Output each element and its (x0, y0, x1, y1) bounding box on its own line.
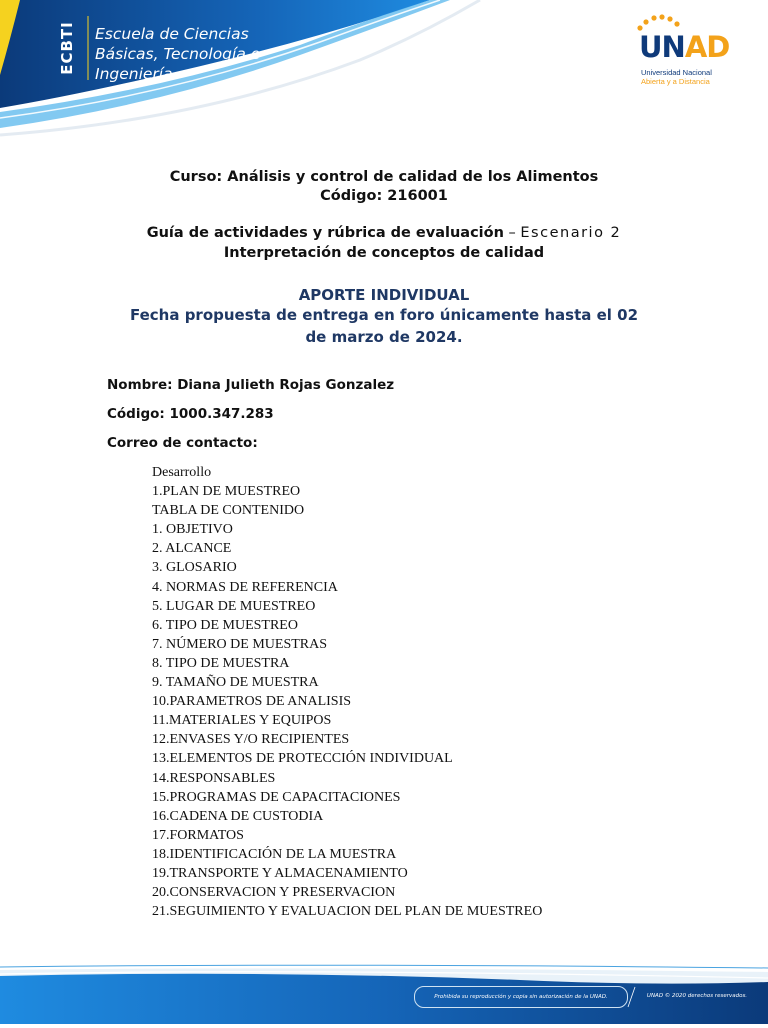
school-name-line: Básicas, Tecnología e (95, 45, 261, 63)
unad-wordmark (639, 30, 729, 64)
contents-item: 14.RESPONSABLES (152, 770, 276, 786)
guide-title-main: Guía de actividades y rúbrica de evaluación (146, 225, 504, 241)
contents-item: 17.FORMATOS (152, 827, 244, 843)
footer-rights (632, 986, 762, 1006)
contents-item: 13.ELEMENTOS DE PROTECCIÓN INDIVIDUAL (152, 751, 453, 767)
contents-item: 7. NÚMERO DE MUESTRAS (152, 636, 328, 652)
unad-subtitle-2: Abierta y a Distancia (641, 77, 710, 86)
contents-item: 4. NORMAS DE REFERENCIA (152, 579, 338, 595)
contents-item: 3. GLOSARIO (152, 560, 237, 576)
contents-item: 11.MATERIALES Y EQUIPOS (152, 713, 332, 729)
contents-item: 12.ENVASES Y/O RECIPIENTES (152, 732, 350, 748)
school-name-line: Ingeniería (95, 65, 173, 83)
contents-item: 6. TIPO DE MUESTREO (152, 617, 298, 633)
contents-item: 5. LUGAR DE MUESTREO (152, 598, 316, 614)
contents-item: 9. TAMAÑO DE MUESTRA (152, 675, 319, 691)
ecbti-text: ECBTI (58, 21, 77, 75)
topic-title: Interpretación de conceptos de calidad (223, 245, 545, 261)
course-code: Código: 216001 (320, 188, 448, 204)
guide-title (0, 225, 768, 241)
deadline-line-2: de marzo de 2024. (305, 328, 463, 346)
footer-notice-text: Prohibida su reproducción y copia sin autorización de la UNAD. (434, 994, 608, 1000)
unad-subtitle-1: Universidad Nacional (641, 68, 712, 77)
footer-rights-text: UNAD © 2020 derechos reservados. (646, 993, 748, 999)
contents-item: 15.PROGRAMAS DE CAPACITACIONES (152, 789, 401, 805)
footer-copy-notice (414, 986, 628, 1008)
deadline-line-1: Fecha propuesta de entrega en foro únicamente hasta el 02 (129, 306, 639, 324)
contents-item: 2. ALCANCE (152, 541, 232, 557)
contents-item: 16.CADENA DE CUSTODIA (152, 808, 324, 824)
ecbti-vertical-label (52, 12, 82, 84)
contents-item: 1.PLAN DE MUESTREO (152, 484, 301, 500)
aporte-heading: APORTE INDIVIDUAL (298, 286, 470, 304)
guide-title-scenario: Escenario 2 (520, 225, 622, 241)
student-code: Código: 1000.347.283 (107, 406, 274, 422)
contents-item: 21.SEGUIMIENTO Y EVALUACION DEL PLAN DE MUESTREO (152, 904, 543, 920)
contents-list (152, 463, 542, 921)
student-name: Nombre: Diana Julieth Rojas Gonzalez (107, 377, 395, 393)
course-title: Curso: Análisis y control de calidad de los Alimentos (169, 169, 599, 185)
student-contact: Correo de contacto: (107, 435, 258, 451)
guide-title-dash: – (503, 225, 521, 241)
contents-item: 20.CONSERVACION Y PRESERVACION (152, 885, 396, 901)
school-name-line: Escuela de Ciencias (95, 25, 249, 43)
contents-item: 10.PARAMETROS DE ANALISIS (152, 694, 352, 710)
unad-wordmark-accent: AD (684, 30, 730, 64)
school-name (95, 24, 260, 84)
unad-wordmark-main: UN (639, 30, 685, 64)
contents-item: 19.TRANSPORTE Y ALMACENAMIENTO (152, 865, 408, 881)
contents-item: 1. OBJETIVO (152, 522, 233, 538)
contents-item: 8. TIPO DE MUESTRA (152, 655, 290, 671)
contents-heading: Desarrollo (152, 465, 212, 480)
unad-logo (606, 12, 744, 92)
contents-item: 18.IDENTIFICACIÓN DE LA MUESTRA (152, 846, 397, 862)
contents-item: TABLA DE CONTENIDO (152, 503, 305, 519)
